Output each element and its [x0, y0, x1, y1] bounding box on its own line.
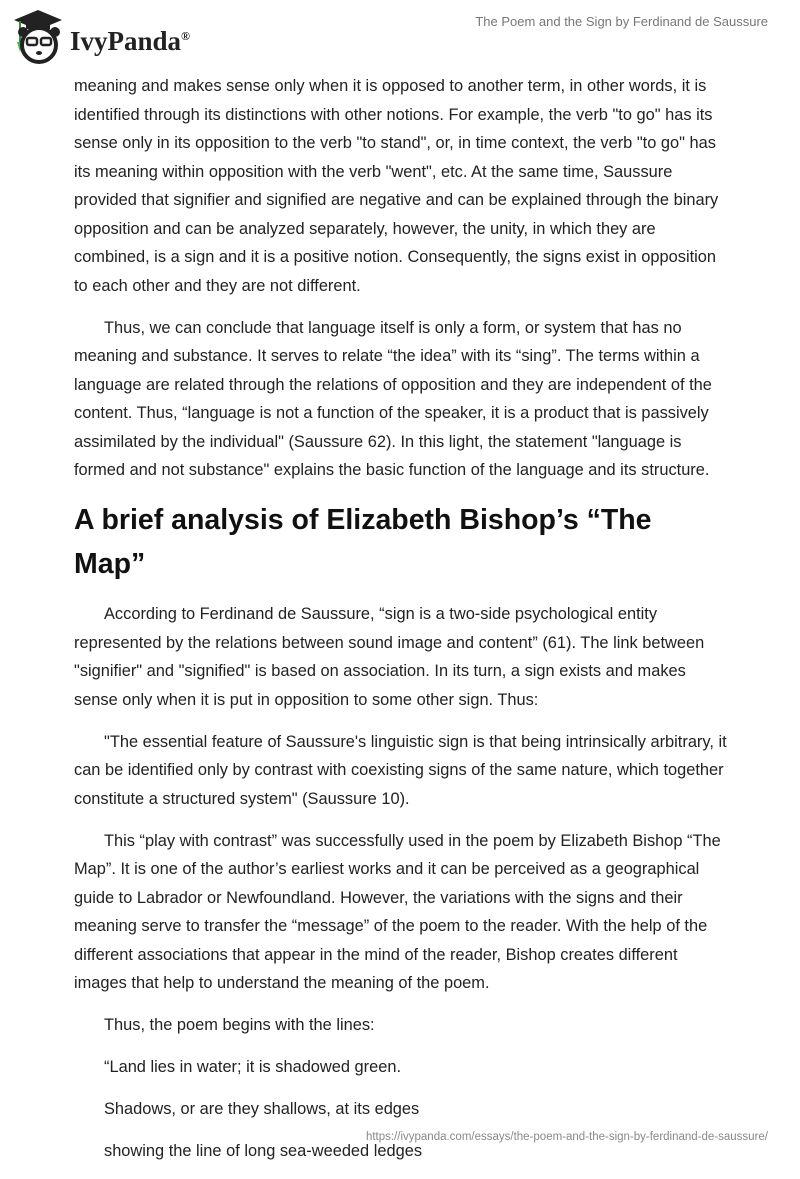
poem-line: “Land lies in water; it is shadowed green.: [104, 1058, 402, 1076]
logo-text: IvyPanda®: [70, 25, 191, 56]
source-url[interactable]: https://ivypanda.com/essays/the-poem-and-the-sign-by-ferdinand-de-saussure/: [365, 1131, 768, 1143]
section-heading: A brief analysis of Elizabeth Bishop’s “The Map”: [74, 504, 652, 580]
paragraph: meaning and makes sense only when it is opposed to another term, in other words, it is identified through its distinctions with other notions. For example, the verb "to go" has its sense only in its opposition to the verb "to stand", or, in time context, the verb "to go" has its meaning within opposition with the verb "went", etc. At the same time, Saussure provided that signifier and signified are negative and can be explained through the binary opposition and can be analyzed separately, however, the unity, in which they are combined, is a sign and it is a positive notion. Consequently, the signs exist in opposition to each other and they are not different.: [74, 77, 719, 295]
panda-graduate-icon: [12, 8, 64, 64]
paragraph: Thus, the poem begins with the lines:: [104, 1016, 375, 1034]
poem-line: showing the line of long sea-weeded ledges: [104, 1142, 423, 1160]
essay-content: [74, 72, 730, 1179]
document-title: The Poem and the Sign by Ferdinand de Saussure: [475, 14, 768, 29]
page-header: [0, 0, 800, 70]
ivypanda-logo[interactable]: [12, 8, 190, 64]
quote-paragraph: "The essential feature of Saussure's linguistic sign is that being intrinsically arbitrary, it can be identified only by contrast with coexisting signs of the same nature, which together constitute a structured system" (Saussure 10).: [74, 732, 727, 808]
paragraph: According to Ferdinand de Saussure, “sign is a two-side psychological entity represented by the relations between sound image and content” (61). The link between "signifier" and "signified" is based on association. In its turn, a sign exists and makes sense only when it is put in opposition to some other sign. Thus:: [74, 605, 705, 709]
paragraph: Thus, we can conclude that language itself is only a form, or system that has no meaning and substance. It serves to relate “the idea” with its “sing”. The terms within a language are related through the relations of opposition and they are independent of the content. Thus, “language is not a function of the speaker, it is a product that is passively assimilated by the individual" (Saussure 62). In this light, the statement "language is formed and not substance" explains the basic function of the language and its structure.: [74, 318, 712, 479]
poem-line: Shadows, or are they shallows, at its edges: [104, 1100, 420, 1118]
paragraph: This “play with contrast” was successfully used in the poem by Elizabeth Bishop “The Map”. It is one of the author’s earliest works and it can be perceived as a geographical guide to Labrador or Newfoundland. However, the variations with the signs and their meaning serve to transfer the “message” of the poem to the reader. With the help of the different associations that appear in the mind of the reader, Bishop creates different images that help to understand the meaning of the poem.: [74, 831, 721, 992]
